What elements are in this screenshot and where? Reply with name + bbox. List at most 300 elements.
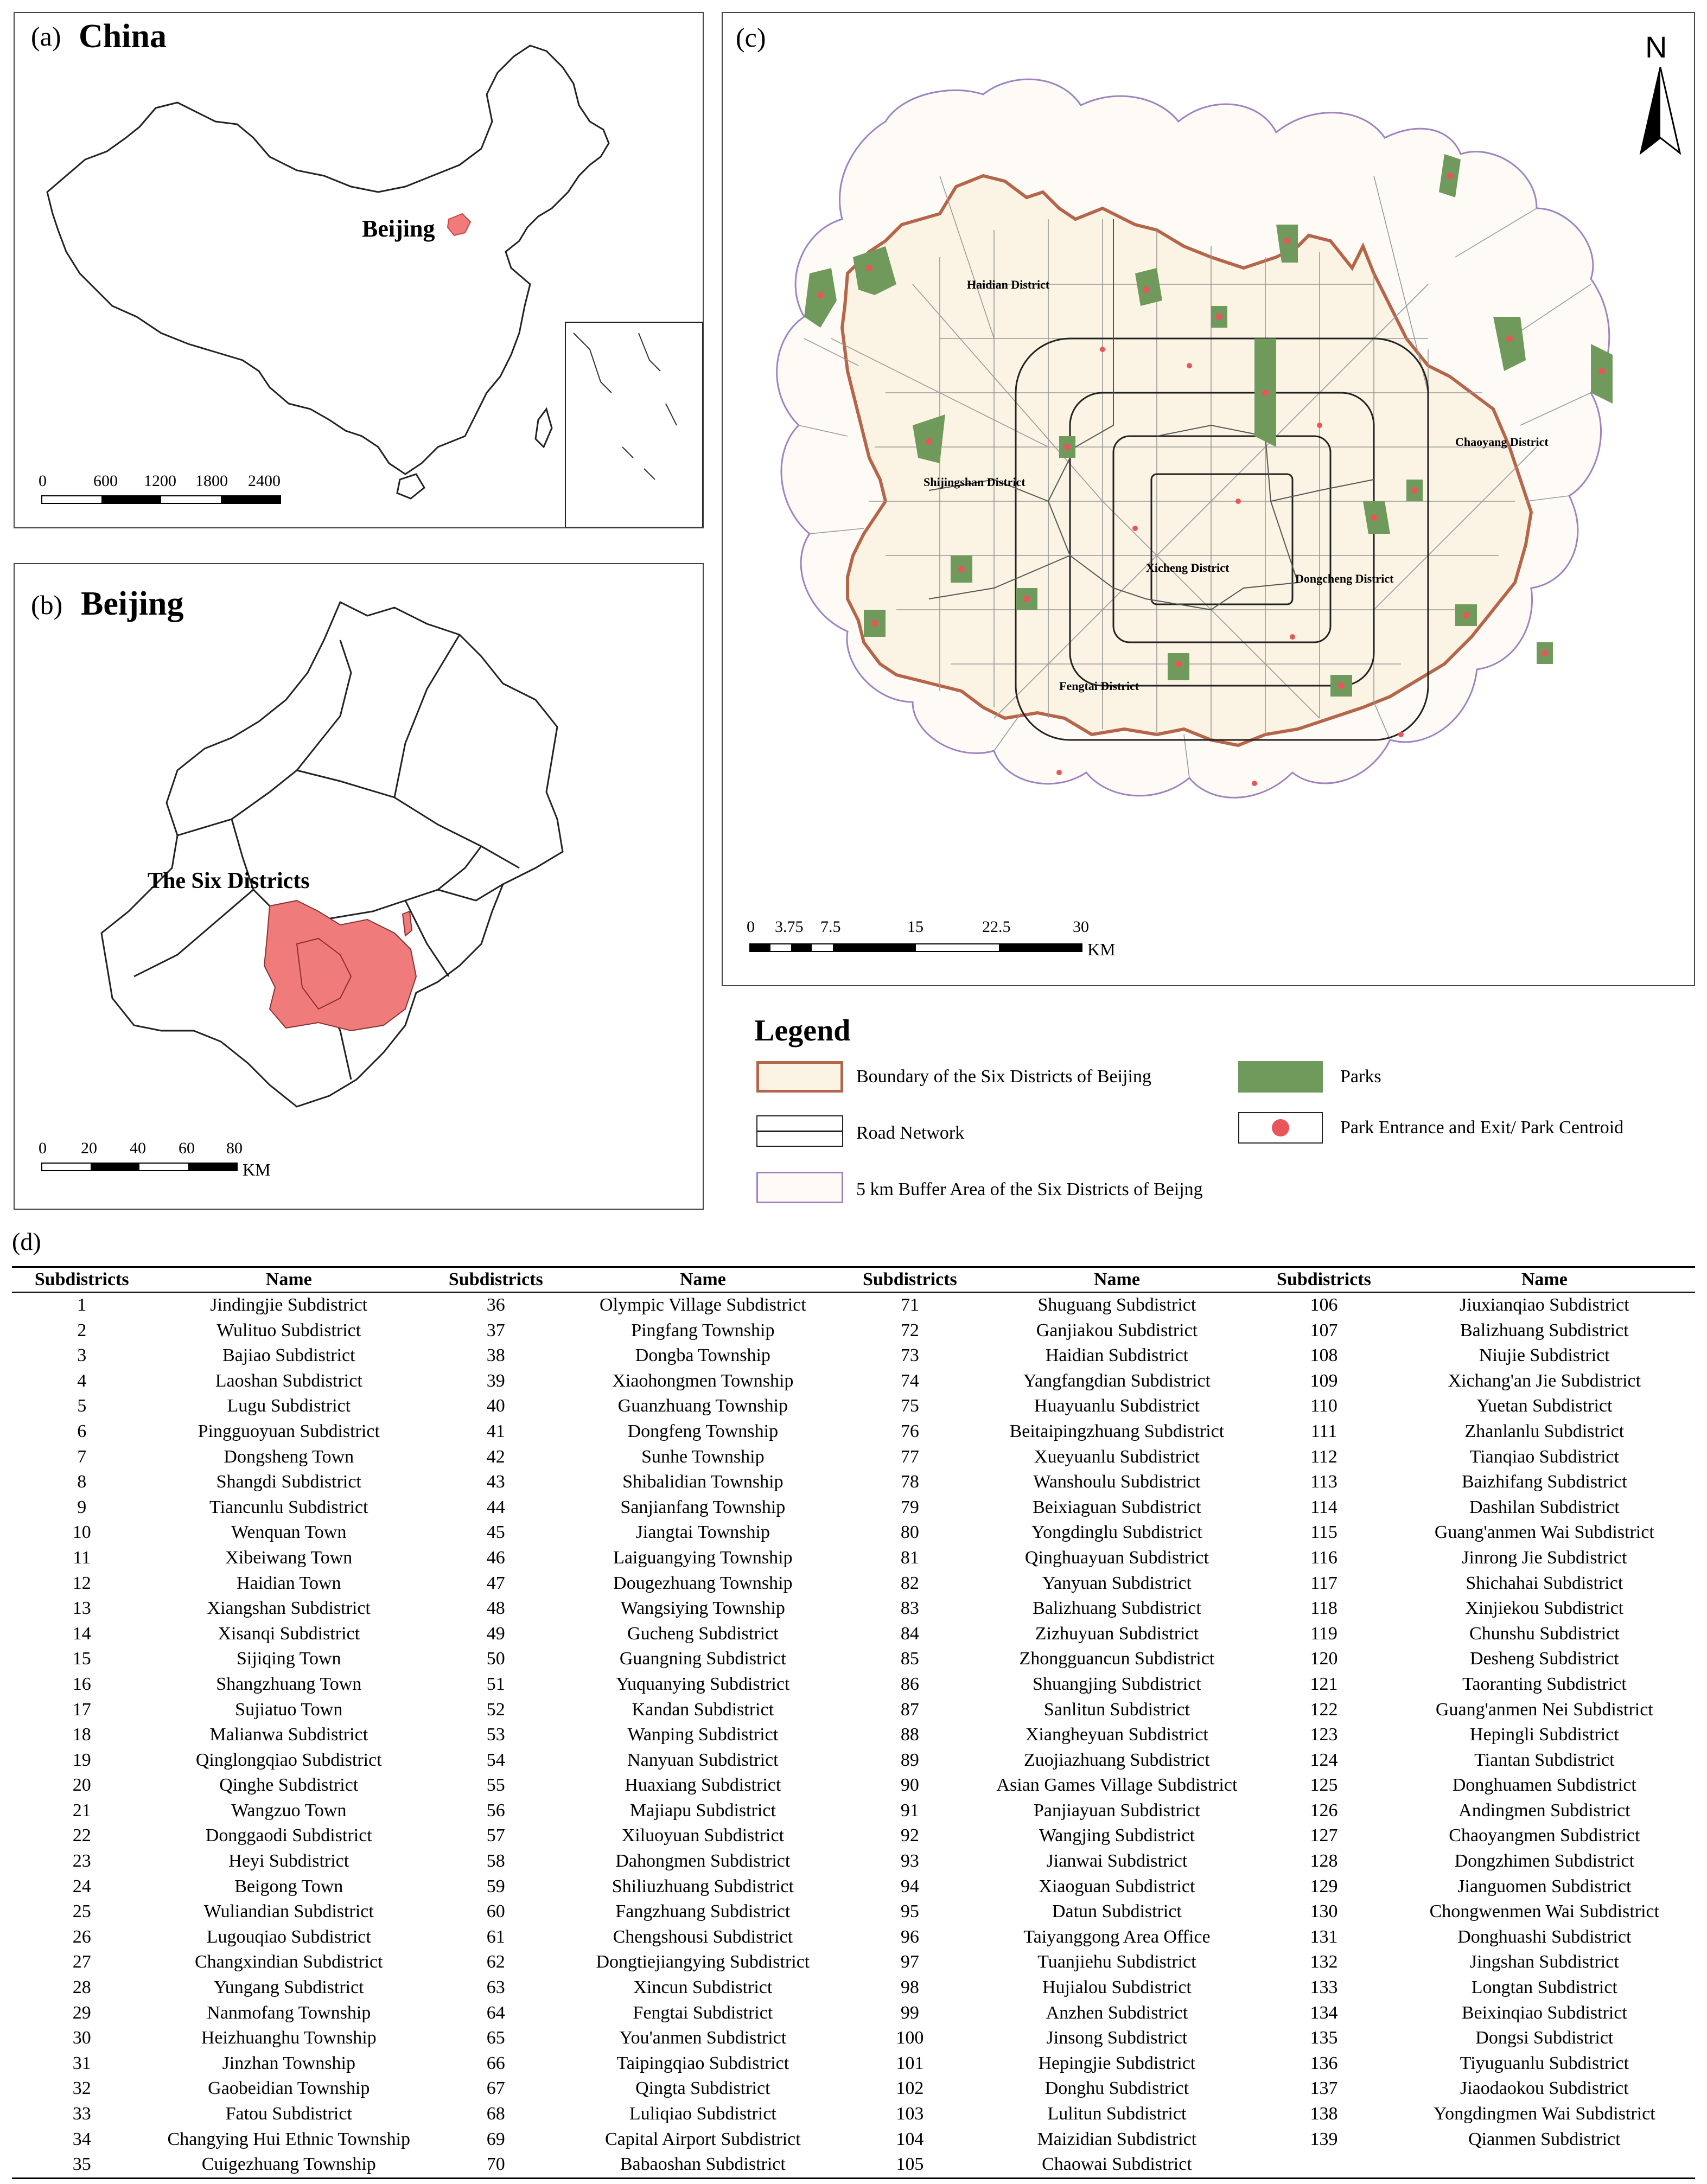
subdistrict-number-cell: 15 — [72, 1649, 91, 1669]
subdistrict-number-cell: 38 — [486, 1345, 505, 1366]
subdistrict-number-cell: 56 — [486, 1800, 505, 1821]
south-china-sea-inset — [565, 322, 703, 527]
subdistrict-number-cell: 7 — [77, 1446, 87, 1467]
subdistrict-number-cell: 21 — [72, 1800, 91, 1821]
scale-b-unit: KM — [243, 1160, 271, 1179]
scale-b-tick-0: 0 — [39, 1139, 47, 1157]
subdistrict-table — [12, 1266, 1695, 2179]
subdistrict-number-cell: 31 — [72, 2053, 91, 2073]
subdistrict-number-cell: 109 — [1310, 1370, 1338, 1391]
subdistrict-number-cell: 138 — [1310, 2104, 1338, 2124]
subdistrict-number-cell: 41 — [486, 1421, 505, 1441]
subdistrict-number-cell: 69 — [486, 2129, 505, 2149]
subdistrict-name-cell: Balizhuang Subdistrict — [1460, 1320, 1629, 1340]
subdistrict-number-cell: 52 — [486, 1699, 505, 1720]
subdistrict-name-cell: Ganjiakou Subdistrict — [1036, 1320, 1198, 1340]
subdistrict-number-cell: 30 — [72, 2028, 91, 2048]
panel-beijing — [14, 563, 704, 1210]
subdistrict-name-cell: Chaoyangmen Subdistrict — [1449, 1825, 1640, 1846]
subdistrict-name-cell: Xincun Subdistrict — [633, 1977, 773, 1998]
subdistrict-name-cell: Baizhifang Subdistrict — [1461, 1472, 1627, 1492]
subdistrict-number-cell: 123 — [1310, 1725, 1338, 1745]
subdistrict-name-cell: Shangdi Subdistrict — [216, 1472, 361, 1492]
subdistrict-number-cell: 129 — [1310, 1876, 1338, 1896]
subdistrict-number-cell: 90 — [900, 1775, 919, 1796]
subdistrict-number-cell: 110 — [1310, 1396, 1337, 1416]
subdistrict-name-cell: Laiguangying Township — [613, 1547, 793, 1568]
table-row — [12, 1798, 1695, 1824]
subdistrict-number-cell: 92 — [900, 1825, 919, 1846]
legend-boundary-swatch — [756, 1061, 843, 1093]
subdistrict-name-cell: Haidian Subdistrict — [1045, 1345, 1189, 1366]
subdistrict-name-cell: Guang'anmen Wai Subdistrict — [1434, 1522, 1654, 1543]
subdistrict-name-cell: Beitaipingzhuang Subdistrict — [1009, 1421, 1225, 1441]
scale-a-tick-4: 2400 — [248, 472, 281, 490]
subdistrict-name-cell: Xiluoyuan Subdistrict — [621, 1825, 785, 1846]
table-row — [12, 1445, 1695, 1470]
panel-a-label: (a) — [31, 21, 61, 52]
subdistrict-name-cell: Zuojiazhuang Subdistrict — [1024, 1749, 1210, 1770]
subdistrict-name-cell: Wangzuo Town — [231, 1800, 347, 1821]
subdistrict-number-cell: 59 — [486, 1876, 505, 1896]
subdistrict-number-cell: 71 — [900, 1295, 919, 1315]
subdistrict-number-cell: 62 — [486, 1952, 505, 1972]
legend-entrance-label: Park Entrance and Exit/ Park Centroid — [1340, 1117, 1624, 1138]
beijing-map — [15, 564, 703, 1209]
subdistrict-name-cell: Beigong Town — [234, 1876, 343, 1896]
subdistrict-name-cell: Chengshousi Subdistrict — [613, 1926, 793, 1947]
subdistrict-number-cell: 28 — [72, 1977, 91, 1998]
subdistrict-name-cell: Jinsong Subdistrict — [1046, 2028, 1188, 2048]
table-row — [12, 2127, 1695, 2153]
subdistrict-number-cell: 29 — [72, 2002, 91, 2023]
district-label-haidian: Haidian District — [967, 278, 1050, 291]
subdistrict-name-cell: Luliqiao Subdistrict — [629, 2104, 776, 2124]
subdistrict-number-cell: 87 — [900, 1699, 919, 1720]
table-row — [12, 1394, 1695, 1419]
table-row — [12, 1419, 1695, 1445]
table-header-cell: Name — [980, 1267, 1254, 1293]
table-row — [12, 2026, 1695, 2051]
subdistrict-name-cell: Guangning Subdistrict — [619, 1649, 786, 1669]
scale-a-tick-1: 600 — [93, 472, 118, 490]
scale-c-unit: KM — [1087, 940, 1116, 959]
subdistrict-number-cell: 18 — [72, 1725, 91, 1745]
subdistrict-name-cell: Tiyuguanlu Subdistrict — [1460, 2053, 1629, 2073]
table-row — [12, 1646, 1695, 1672]
subdistrict-name-cell: Niujie Subdistrict — [1479, 1345, 1610, 1366]
subdistrict-name-cell: Wanping Subdistrict — [627, 1725, 779, 1745]
subdistrict-number-cell: 16 — [72, 1674, 91, 1694]
subdistrict-number-cell: 25 — [72, 1901, 91, 1922]
panel-six-districts — [722, 12, 1695, 986]
subdistrict-number-cell: 64 — [486, 2002, 505, 2023]
subdistrict-number-cell: 22 — [72, 1825, 91, 1846]
scale-c-tick-5: 30 — [1073, 918, 1089, 936]
subdistrict-name-cell: Qinghuayuan Subdistrict — [1024, 1547, 1209, 1568]
subdistrict-name-cell: Fangzhuang Subdistrict — [615, 1901, 791, 1922]
subdistrict-name-cell: Yongdinglu Subdistrict — [1031, 1522, 1202, 1543]
subdistrict-name-cell: Dashilan Subdistrict — [1469, 1497, 1620, 1517]
subdistrict-number-cell: 112 — [1310, 1446, 1337, 1467]
subdistrict-number-cell: 81 — [900, 1547, 919, 1568]
subdistrict-number-cell: 3 — [77, 1345, 87, 1366]
subdistrict-name-cell: Laoshan Subdistrict — [215, 1370, 362, 1391]
subdistrict-name-cell: Maizidian Subdistrict — [1037, 2129, 1197, 2149]
subdistrict-name-cell: Jindingjie Subdistrict — [210, 1295, 368, 1315]
table-row — [12, 2152, 1695, 2178]
subdistrict-name-cell: Fatou Subdistrict — [225, 2104, 352, 2124]
subdistrict-name-cell: Changying Hui Ethnic Township — [167, 2129, 410, 2149]
subdistrict-number-cell: 34 — [72, 2129, 91, 2149]
subdistrict-name-cell: Chongwenmen Wai Subdistrict — [1429, 1901, 1660, 1922]
subdistrict-number-cell: 100 — [896, 2028, 924, 2048]
subdistrict-name-cell: Dougezhuang Township — [613, 1573, 793, 1593]
subdistrict-name-cell: Huaxiang Subdistrict — [625, 1775, 781, 1796]
subdistrict-number-cell: 35 — [12, 2152, 151, 2178]
subdistrict-number-cell: 2 — [77, 1320, 87, 1340]
subdistrict-name-cell: Longtan Subdistrict — [1471, 1977, 1617, 1998]
district-label-dongcheng: Dongcheng District — [1295, 572, 1394, 585]
table-row — [12, 1722, 1695, 1748]
scale-b-tick-1: 20 — [81, 1139, 97, 1157]
subdistrict-number-cell: 137 — [1310, 2078, 1338, 2099]
subdistrict-name-cell: Xibeiwang Town — [225, 1547, 353, 1568]
panel-china — [14, 12, 704, 528]
scale-c-tick-3: 15 — [907, 918, 923, 936]
subdistrict-number-cell: 127 — [1310, 1825, 1338, 1846]
subdistrict-name-cell: Wangsiying Township — [620, 1598, 785, 1619]
subdistrict-number-cell: 70 — [426, 2152, 565, 2178]
subdistrict-number-cell: 91 — [900, 1800, 919, 1821]
subdistrict-name-cell: Anzhen Subdistrict — [1046, 2002, 1188, 2023]
subdistrict-number-cell: 24 — [72, 1876, 91, 1896]
subdistrict-number-cell: 74 — [900, 1370, 919, 1391]
table-header-cell: Name — [1394, 1267, 1695, 1293]
panel-d-label: (d) — [12, 1228, 41, 1255]
subdistrict-name-cell: Asian Games Village Subdistrict — [996, 1775, 1238, 1796]
subdistrict-name-cell: Babaoshan Subdistrict — [566, 2152, 840, 2178]
legend-parks-swatch — [1238, 1061, 1323, 1093]
subdistrict-number-cell: 131 — [1310, 1926, 1338, 1947]
subdistrict-name-cell: Shiliuzhuang Subdistrict — [612, 1876, 794, 1896]
subdistrict-name-cell: Wenquan Town — [231, 1522, 347, 1543]
entrance-dot-icon — [1272, 1119, 1289, 1136]
district-label-chaoyang: Chaoyang District — [1455, 435, 1549, 449]
subdistrict-number-cell: 101 — [896, 2053, 924, 2073]
subdistrict-name-cell: Qinghe Subdistrict — [219, 1775, 359, 1796]
subdistrict-name-cell: Shibalidian Township — [622, 1472, 784, 1492]
subdistrict-name-cell: Beixinqiao Subdistrict — [1461, 2002, 1627, 2023]
beijing-city-label: Beijing — [362, 215, 435, 242]
subdistrict-number-cell: 8 — [77, 1472, 87, 1492]
district-label-shijingshan: Shijingshan District — [923, 475, 1026, 489]
subdistrict-number-cell: 119 — [1310, 1623, 1337, 1644]
subdistrict-number-cell: 132 — [1310, 1952, 1338, 1972]
subdistrict-number-cell: 139 — [1310, 2129, 1338, 2149]
subdistrict-name-cell: Balizhuang Subdistrict — [1033, 1598, 1201, 1619]
table-row — [12, 1292, 1695, 1318]
subdistrict-number-cell: 42 — [486, 1446, 505, 1467]
subdistrict-number-cell: 105 — [840, 2152, 979, 2178]
table-row — [12, 1849, 1695, 1874]
subdistrict-name-cell: Donghuamen Subdistrict — [1452, 1775, 1636, 1796]
table-header-row — [12, 1267, 1695, 1293]
scale-a-tick-2: 1200 — [144, 472, 176, 490]
six-districts-map — [723, 13, 1694, 985]
subdistrict-name-cell: Dongsi Subdistrict — [1475, 2028, 1614, 2048]
subdistrict-number-cell: 104 — [896, 2129, 924, 2149]
subdistrict-name-cell: Xisanqi Subdistrict — [218, 1623, 360, 1644]
subdistrict-name-cell: Donghuashi Subdistrict — [1457, 1926, 1632, 1947]
subdistrict-name-cell: Wangjing Subdistrict — [1039, 1825, 1195, 1846]
subdistrict-number-cell: 58 — [486, 1851, 505, 1872]
subdistrict-name-cell: Pingfang Township — [631, 1320, 775, 1340]
table-row — [12, 1823, 1695, 1849]
subdistrict-number-cell: 99 — [900, 2002, 919, 2023]
subdistrict-number-cell: 27 — [72, 1952, 91, 1972]
subdistrict-number-cell: 106 — [1310, 1295, 1338, 1315]
scale-b-tick-3: 60 — [179, 1139, 195, 1157]
subdistrict-number-cell: 68 — [486, 2104, 505, 2124]
district-label-fengtai: Fengtai District — [1059, 679, 1139, 693]
table-row — [12, 1343, 1695, 1369]
table-row — [12, 1748, 1695, 1773]
legend-parks-label: Parks — [1340, 1067, 1381, 1087]
subdistrict-number-cell: 83 — [900, 1598, 919, 1619]
subdistrict-name-cell: Nanmofang Township — [207, 2002, 371, 2023]
subdistrict-number-cell: 118 — [1310, 1598, 1337, 1619]
subdistrict-number-cell: 95 — [900, 1901, 919, 1922]
subdistrict-name-cell: Sanlitun Subdistrict — [1043, 1699, 1190, 1720]
subdistrict-name-cell: Xiaohongmen Township — [612, 1370, 794, 1391]
subdistrict-number-cell: 55 — [486, 1775, 505, 1796]
table-header-cell: Subdistricts — [426, 1267, 565, 1293]
scale-bar-b — [42, 1163, 237, 1171]
subdistrict-number-cell: 37 — [486, 1320, 505, 1340]
subdistrict-number-cell: 125 — [1310, 1775, 1338, 1796]
subdistrict-number-cell: 5 — [77, 1396, 87, 1416]
subdistrict-name-cell: Xiaoguan Subdistrict — [1039, 1876, 1195, 1896]
subdistrict-name-cell: Tiantan Subdistrict — [1474, 1749, 1615, 1770]
subdistrict-name-cell: Guanzhuang Township — [617, 1396, 788, 1416]
subdistrict-name-cell: You'anmen Subdistrict — [619, 2028, 787, 2048]
subdistrict-number-cell: 17 — [72, 1699, 91, 1720]
subdistrict-number-cell: 36 — [486, 1295, 505, 1315]
subdistrict-number-cell: 126 — [1310, 1800, 1338, 1821]
subdistrict-name-cell: Dongtiejiangying Subdistrict — [596, 1952, 810, 1972]
subdistrict-name-cell: Sijiqing Town — [237, 1649, 341, 1669]
subdistrict-name-cell: Capital Airport Subdistrict — [604, 2129, 801, 2149]
subdistrict-name-cell: Jingshan Subdistrict — [1469, 1952, 1619, 1972]
subdistrict-name-cell: Sujiatuo Town — [235, 1699, 343, 1720]
table-header-cell: Name — [151, 1267, 426, 1293]
subdistrict-name-cell: Zhongguancun Subdistrict — [1019, 1649, 1215, 1669]
subdistrict-name-cell: Jianguomen Subdistrict — [1457, 1876, 1632, 1896]
subdistrict-number-cell: 43 — [486, 1472, 505, 1492]
subdistrict-number-cell: 10 — [72, 1522, 91, 1543]
subdistrict-name-cell: Zhanlanlu Subdistrict — [1464, 1421, 1625, 1441]
subdistrict-number-cell: 128 — [1310, 1851, 1338, 1872]
legend-boundary-label: Boundary of the Six Districts of Beijing — [856, 1067, 1151, 1087]
subdistrict-name-cell: Donggaodi Subdistrict — [205, 1825, 372, 1846]
legend-road-swatch — [756, 1115, 843, 1147]
subdistrict-name-cell: Dahongmen Subdistrict — [615, 1851, 791, 1872]
subdistrict-number-cell: 49 — [486, 1623, 505, 1644]
subdistrict-name-cell: Qinglongqiao Subdistrict — [195, 1749, 382, 1770]
scale-b-tick-2: 40 — [130, 1139, 146, 1157]
subdistrict-name-cell: Jiangtai Township — [635, 1522, 770, 1543]
subdistrict-number-cell: 39 — [486, 1370, 505, 1391]
subdistrict-number-cell: 98 — [900, 1977, 919, 1998]
subdistrict-name-cell: Taiyanggong Area Office — [1023, 1926, 1211, 1947]
table-row — [12, 2001, 1695, 2026]
subdistrict-name-cell: Panjiayuan Subdistrict — [1033, 1800, 1200, 1821]
subdistrict-number-cell: 86 — [900, 1674, 919, 1694]
table-row — [12, 1571, 1695, 1597]
subdistrict-name-cell: Majiapu Subdistrict — [629, 1800, 776, 1821]
subdistrict-name-cell: Wulituo Subdistrict — [216, 1320, 361, 1340]
subdistrict-number-cell: 94 — [900, 1876, 919, 1896]
subdistrict-name-cell: Huayuanlu Subdistrict — [1034, 1396, 1200, 1416]
subdistrict-number-cell: 61 — [486, 1926, 505, 1947]
table-row — [12, 1495, 1695, 1521]
subdistrict-name-cell: Changxindian Subdistrict — [194, 1952, 383, 1972]
subdistrict-name-cell: Qianmen Subdistrict — [1468, 2129, 1621, 2149]
subdistrict-name-cell: Jiaodaokou Subdistrict — [1460, 2078, 1629, 2099]
table-row — [12, 1672, 1695, 1697]
subdistrict-number-cell: 23 — [72, 1851, 91, 1872]
subdistrict-number-cell — [1254, 2152, 1393, 2178]
subdistrict-number-cell: 79 — [900, 1497, 919, 1517]
subdistrict-name-cell: Yuquanying Subdistrict — [616, 1674, 790, 1694]
subdistrict-name-cell: Dongsheng Town — [224, 1446, 354, 1467]
subdistrict-number-cell: 46 — [486, 1547, 505, 1568]
table-row — [12, 1520, 1695, 1546]
subdistrict-name-cell: Chunshu Subdistrict — [1469, 1623, 1620, 1644]
north-label: N — [1645, 30, 1667, 64]
subdistrict-number-cell: 136 — [1310, 2053, 1338, 2073]
subdistrict-name-cell: Jinrong Jie Subdistrict — [1462, 1547, 1627, 1568]
subdistrict-name-cell: Dongba Township — [635, 1345, 770, 1366]
scale-c-tick-2: 7.5 — [820, 918, 841, 936]
subdistrict-name-cell: Andingmen Subdistrict — [1458, 1800, 1630, 1821]
subdistrict-number-cell: 130 — [1310, 1901, 1338, 1922]
subdistrict-name-cell: Tuanjiehu Subdistrict — [1037, 1952, 1196, 1972]
table-row — [12, 1596, 1695, 1621]
subdistrict-name-cell: Hujialou Subdistrict — [1042, 1977, 1192, 1998]
subdistrict-number-cell: 14 — [72, 1623, 91, 1644]
subdistrict-number-cell: 121 — [1310, 1674, 1338, 1694]
scale-a-tick-3: 1800 — [195, 472, 228, 490]
subdistrict-name-cell: Dongfeng Township — [627, 1421, 779, 1441]
subdistrict-number-cell: 103 — [896, 2104, 924, 2124]
subdistrict-number-cell: 4 — [77, 1370, 87, 1391]
subdistrict-name-cell: Sanjianfang Township — [620, 1497, 786, 1517]
subdistrict-number-cell: 122 — [1310, 1699, 1338, 1720]
legend-road-label: Road Network — [856, 1123, 965, 1143]
subdistrict-name-cell: Haidian Town — [237, 1573, 341, 1593]
subdistrict-number-cell: 120 — [1310, 1649, 1338, 1669]
subdistrict-number-cell: 115 — [1310, 1522, 1337, 1543]
subdistrict-name-cell: Cuigezhuang Township — [151, 2152, 426, 2178]
subdistrict-number-cell: 108 — [1310, 1345, 1338, 1366]
subdistrict-name-cell: Heyi Subdistrict — [228, 1851, 349, 1872]
subdistrict-number-cell: 48 — [486, 1598, 505, 1619]
subdistrict-name-cell: Desheng Subdistrict — [1469, 1649, 1619, 1669]
subdistrict-number-cell: 60 — [486, 1901, 505, 1922]
subdistrict-name-cell: Hepingli Subdistrict — [1469, 1725, 1619, 1745]
six-districts-label: The Six Districts — [148, 869, 310, 893]
subdistrict-name-cell: Tianqiao Subdistrict — [1469, 1446, 1620, 1467]
subdistrict-name-cell: Dongzhimen Subdistrict — [1454, 1851, 1635, 1872]
table-row — [12, 2051, 1695, 2077]
scale-c-tick-1: 3.75 — [775, 918, 804, 936]
table-row — [12, 1621, 1695, 1647]
scale-bar-a — [42, 496, 281, 503]
subdistrict-name-cell: Xiangheyuan Subdistrict — [1025, 1725, 1208, 1745]
subdistrict-number-cell: 13 — [72, 1598, 91, 1619]
subdistrict-name-cell: Jiuxianqiao Subdistrict — [1460, 1295, 1629, 1315]
subdistrict-name-cell: Xichang'an Jie Subdistrict — [1448, 1370, 1641, 1391]
subdistrict-name-cell: Bajiao Subdistrict — [222, 1345, 355, 1366]
subdistrict-number-cell: 135 — [1310, 2028, 1338, 2048]
subdistrict-name-cell: Zizhuyuan Subdistrict — [1035, 1623, 1199, 1644]
subdistrict-number-cell: 85 — [900, 1649, 919, 1669]
scale-c-tick-4: 22.5 — [982, 918, 1011, 936]
subdistrict-name-cell: Shuangjing Subdistrict — [1033, 1674, 1201, 1694]
subdistrict-name-cell: Heizhuanghu Township — [201, 2028, 377, 2048]
table-row — [12, 1925, 1695, 1950]
subdistrict-name-cell: Chaowai Subdistrict — [980, 2152, 1254, 2178]
subdistrict-name-cell: Qingta Subdistrict — [635, 2078, 770, 2099]
subdistrict-name-cell: Lugouqiao Subdistrict — [206, 1926, 371, 1947]
subdistrict-name-cell: Kandan Subdistrict — [632, 1699, 774, 1720]
subdistrict-number-cell: 44 — [486, 1497, 505, 1517]
table-row — [12, 1950, 1695, 1975]
legend-entrance-swatch — [1238, 1112, 1323, 1144]
subdistrict-name-cell: Gaobeidian Township — [208, 2078, 370, 2099]
table-row — [12, 1470, 1695, 1495]
subdistrict-number-cell: 116 — [1310, 1547, 1337, 1568]
subdistrict-name-cell: Shuguang Subdistrict — [1037, 1295, 1196, 1315]
subdistrict-number-cell: 40 — [486, 1396, 505, 1416]
subdistrict-name-cell: Jinzhan Township — [222, 2053, 355, 2073]
legend-buffer-label: 5 km Buffer Area of the Six Districts of Beijng — [856, 1179, 1203, 1199]
subdistrict-number-cell: 20 — [72, 1775, 91, 1796]
subdistrict-name-cell: Yangfangdian Subdistrict — [1023, 1370, 1211, 1391]
table-header-cell: Subdistricts — [12, 1267, 151, 1293]
scale-a-tick-0: 0 — [39, 472, 47, 490]
table-row — [12, 1697, 1695, 1723]
subdistrict-number-cell: 96 — [900, 1926, 919, 1947]
subdistrict-number-cell: 54 — [486, 1749, 505, 1770]
subdistrict-number-cell: 72 — [900, 1320, 919, 1340]
subdistrict-number-cell: 12 — [72, 1573, 91, 1593]
subdistrict-name-cell: Shichahai Subdistrict — [1466, 1573, 1623, 1593]
subdistrict-number-cell: 77 — [900, 1446, 919, 1467]
subdistrict-number-cell: 19 — [72, 1749, 91, 1770]
table-header-cell: Subdistricts — [1254, 1267, 1393, 1293]
subdistrict-name-cell: Wuliandian Subdistrict — [203, 1901, 374, 1922]
subdistrict-number-cell: 9 — [77, 1497, 87, 1517]
subdistrict-name-cell: Yungang Subdistrict — [213, 1977, 364, 1998]
subdistrict-name-cell: Guang'anmen Nei Subdistrict — [1435, 1699, 1653, 1720]
subdistrict-name-cell: Nanyuan Subdistrict — [627, 1749, 779, 1770]
table-row — [12, 2102, 1695, 2127]
panel-a-title: China — [79, 18, 167, 55]
table-row — [12, 1874, 1695, 1900]
